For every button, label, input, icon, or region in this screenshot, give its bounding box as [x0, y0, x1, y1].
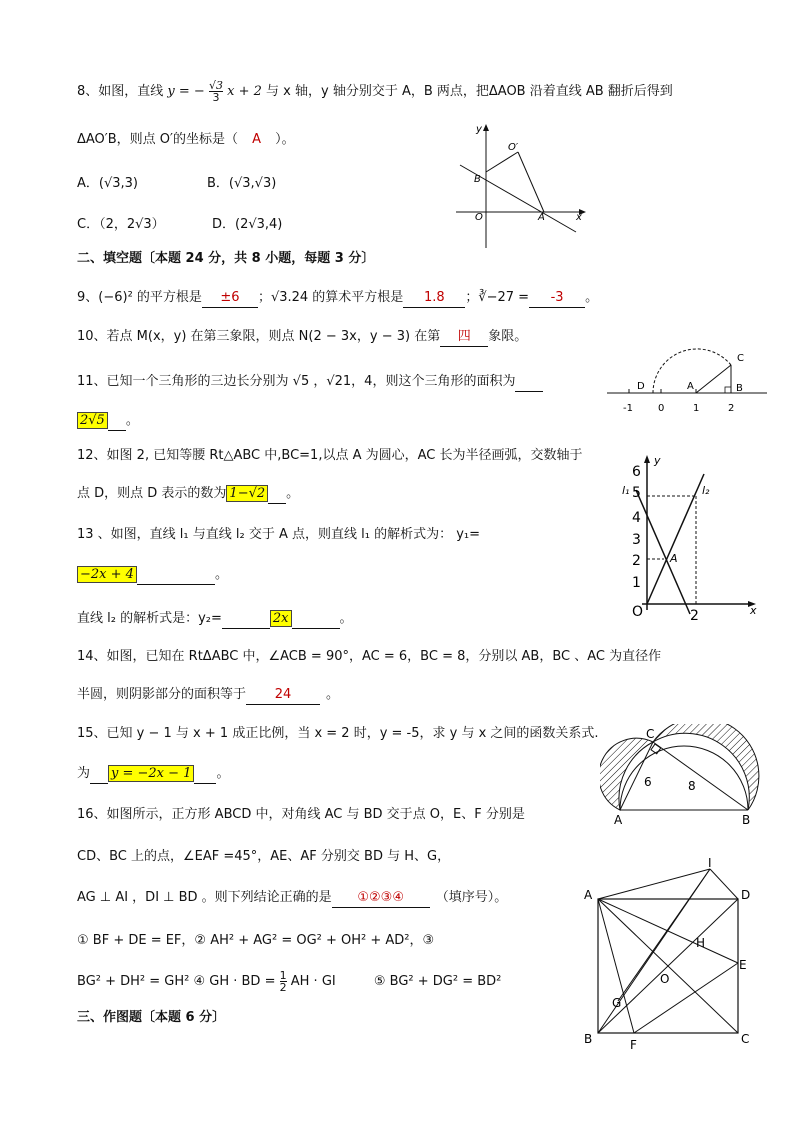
fig11-label-a: A: [687, 381, 694, 392]
fig13-label-y: y: [654, 454, 661, 467]
fig11-tick-label-2: 2: [728, 403, 735, 414]
q8-text2: 与 x 轴，y 轴分别交于 A，B 两点，把ΔAOB 沿着直线 AB 翻折后得到: [266, 84, 673, 99]
q13-graph-figure: [614, 452, 764, 627]
fig16-label-f: F: [630, 1038, 637, 1051]
fig13-tick-2: 2: [632, 553, 641, 569]
fig13-tick-1: 1: [632, 575, 641, 591]
fig14-label-b: B: [742, 813, 751, 827]
q13-end-2: 。: [339, 611, 353, 626]
q8-option-a: A．(√3,3): [77, 176, 138, 191]
q16-c2-rest: AH · GI: [290, 974, 336, 989]
q12-answer: 1−√2: [226, 485, 268, 502]
q9-end: 。: [585, 290, 599, 305]
q11-answer-blank: [108, 412, 126, 431]
q10-text2: 象限。: [488, 329, 528, 344]
fig16-seg-af: [598, 899, 634, 1033]
fig11-tick-label-1: 1: [693, 403, 700, 414]
q14-answer: 24: [246, 686, 320, 705]
fig11-label-c: C: [737, 353, 744, 364]
q8-eq-rest: x + 2: [227, 84, 262, 99]
section-2-heading: 二、填空题〔本题 24 分，共 8 小题，每题 3 分〕: [77, 251, 375, 266]
fig13-y-ticks: [632, 464, 641, 591]
q16-c2-text: BG² + DH² = GH² ④ GH · BD =: [77, 974, 276, 989]
q8-option-b: B．(√3,√3): [207, 176, 277, 191]
fig11-tick-label-0: 0: [658, 403, 665, 414]
q11-blank: [515, 373, 543, 392]
fig16-label-a: A: [584, 888, 593, 902]
q13-answer-2: 2x: [270, 610, 292, 627]
q13-text2: 直线 l₂ 的解析式是：y₂=: [77, 611, 222, 626]
q13-line3: [77, 610, 353, 629]
fig16-label-b: B: [584, 1032, 593, 1046]
q16-frac-den: 2: [279, 981, 287, 994]
fig11-right-angle: [725, 387, 731, 393]
q15-line2: [77, 765, 229, 784]
section-3-heading: 三、作图题〔本题 6 分〕: [77, 1010, 226, 1025]
q11-text: 11、已知一个三角形的三边长分别为 √5 ，√21，4，则这个三角形的面积为: [77, 374, 516, 389]
q16-line2: CD、BC 上的点，∠EAF =45°，AE、AF 分别交 BD 与 H、G，: [77, 849, 451, 864]
fig13-label-l1: l₁: [622, 484, 630, 497]
q16-conclusion-1: ① BF + DE = EF，② AH² + AG² = OG² + OH² + AD²，③: [77, 933, 435, 948]
q16-conclusion-5: ⑤ BG² + DG² = BD²: [373, 974, 502, 989]
q11-line: [77, 373, 543, 392]
q12-line2: [77, 485, 299, 504]
q8-eq-y: y = −: [167, 84, 205, 99]
q15-blank-b: [194, 765, 216, 784]
q8-question-end: ）。: [275, 132, 295, 147]
q8-answer: A: [252, 132, 262, 147]
q15-answer: y = −2x − 1: [108, 765, 194, 782]
fig13-label-x2: 2: [690, 608, 699, 624]
fig8-label-y: y: [476, 124, 482, 135]
q13-blank-2a: [222, 610, 270, 629]
q11-answer: 2√5: [77, 412, 108, 429]
q8-figure: [448, 120, 598, 252]
q8-text: 8、如图，直线: [77, 84, 164, 99]
fig11-tick-label-m1: -1: [623, 403, 633, 414]
q13-answer-1: −2x + 4: [77, 566, 137, 583]
q12-end: 。: [286, 486, 300, 501]
fig11-label-d: D: [637, 381, 645, 392]
fig13-line-l1: [636, 490, 690, 614]
q12-number-line-figure: [603, 345, 773, 420]
fig13-tick-3: 3: [632, 532, 641, 548]
fig13-label-a: A: [670, 552, 678, 565]
q9-answer-3: -3: [529, 289, 585, 308]
fig8-y-arrow: [483, 124, 489, 131]
q13-line2: [77, 566, 228, 585]
fig16-label-i: I: [708, 856, 712, 870]
fig16-label-e: E: [739, 958, 747, 972]
fig13-tick-4: 4: [632, 510, 641, 526]
fig13-tick-5: 5: [632, 485, 641, 501]
q16-line3: [77, 889, 507, 908]
fig11-label-b: B: [736, 383, 743, 394]
q8-frac-den: 3: [212, 91, 220, 104]
q11-answer-line: [77, 412, 139, 431]
q11-end: 。: [125, 413, 139, 428]
q15-line1: 15、已知 y − 1 与 x + 1 成正比例，当 x = 2 时，y = -5，求 y 与 x 之间的函数关系式.: [77, 726, 599, 741]
fig11-seg-ac: [696, 365, 731, 393]
q8-line1: [77, 80, 673, 103]
fig16-label-c: C: [741, 1032, 750, 1046]
fig14-big-arc: [620, 746, 748, 810]
q16-conclusion-2: [77, 970, 501, 993]
q16-fraction: [280, 970, 287, 993]
q9-answer-2: 1.8: [403, 289, 465, 308]
fig8-label-o-prime: O′: [508, 142, 519, 153]
q15-end: 。: [216, 766, 230, 781]
q13-blank-2b: [292, 610, 340, 629]
fig16-label-d: D: [741, 888, 751, 902]
q14-end: 。: [326, 687, 340, 702]
fig16-label-g: G: [612, 996, 622, 1010]
q15-blank-a: [90, 765, 108, 784]
q16-answer: ①②③④: [332, 889, 430, 908]
q16-question-end: （填序号）。: [435, 890, 508, 905]
fig14-label-6: 6: [644, 775, 652, 789]
q9-text3: ；∛−27 =: [465, 290, 530, 305]
fig16-seg-di: [710, 869, 738, 899]
q16-frac-num: 1: [279, 969, 287, 982]
q8-option-c: C．（2，2√3）: [77, 217, 165, 232]
fig13-line-l2: [647, 474, 704, 604]
q8-line2: [77, 131, 295, 149]
q14-text: 半圆，则阴影部分的面积等于: [77, 687, 247, 702]
fig8-label-b: B: [474, 174, 481, 185]
q13-blank-1: [137, 566, 215, 585]
q15-text: 为: [77, 766, 91, 781]
q9-answer-1: ±6: [202, 289, 258, 308]
fig13-label-o: O: [632, 604, 644, 620]
fig16-label-h: H: [696, 936, 706, 950]
q8-frac-num: √3: [208, 79, 223, 92]
q12-text: 点 D，则点 D 表示的数为: [77, 486, 227, 501]
q16-text3: AG ⊥ AI ，DI ⊥ BD 。则下列结论正确的是: [77, 890, 332, 905]
q14-semicircle-figure: [600, 724, 760, 828]
fig13-label-l2: l₂: [702, 484, 710, 497]
q9-line: [77, 289, 598, 308]
fig13-y-arrow: [644, 455, 650, 463]
fig8-label-o: O: [475, 212, 483, 223]
fig16-seg-ef: [634, 963, 738, 1033]
q10-text1: 10、若点 M(x，y) 在第三象限，则点 N(2 − 3x，y − 3) 在第: [77, 329, 441, 344]
fig8-label-x: x: [576, 212, 582, 223]
q12-line1: 12、如图 2, 已知等腰 Rt△ABC 中,BC=1,以点 A 为圆心，AC 长为半径画弧，交数轴于: [77, 448, 583, 463]
fig14-label-a: A: [614, 813, 623, 827]
q16-square-figure: [578, 855, 756, 1051]
q13-line1: 13 、如图，直线 l₁ 与直线 l₂ 交于 A 点，则直线 l₁ 的解析式为： y₁=: [77, 527, 481, 542]
fig16-label-o: O: [660, 972, 670, 986]
q10-line: [77, 328, 527, 347]
fig13-tick-6: 6: [632, 464, 641, 480]
fig16-seg-ai: [598, 869, 710, 899]
q8-option-d: D．(2√3,4): [212, 217, 283, 232]
fig14-shade-right: [653, 724, 759, 810]
q13-end-1: 。: [214, 567, 228, 582]
q14-line1: 14、如图，已知在 RtΔABC 中，∠ACB = 90°，AC = 6，BC = 8，分别以 AB，BC 、AC 为直径作: [77, 649, 662, 664]
fig8-seg-oa: [518, 152, 544, 212]
fig8-seg-bo: [486, 152, 518, 172]
q8-question: ΔAO′B，则点 O′的坐标是（: [77, 132, 238, 147]
q8-fraction: [209, 80, 223, 103]
fig14-label-8: 8: [688, 779, 696, 793]
q14-line2: [77, 686, 339, 705]
q16-line1: 16、如图所示，正方形 ABCD 中，对角线 AC 与 BD 交于点 O，E、F 分别是: [77, 807, 525, 822]
q9-text1: 9、(−6)² 的平方根是: [77, 290, 202, 305]
q12-blank: [268, 485, 286, 504]
q9-text2: ；√3.24 的算术平方根是: [257, 290, 404, 305]
fig8-label-a: A: [538, 212, 545, 223]
q10-answer: 四: [440, 328, 488, 347]
fig14-label-c: C: [646, 727, 655, 741]
fig13-label-x: x: [750, 604, 757, 617]
